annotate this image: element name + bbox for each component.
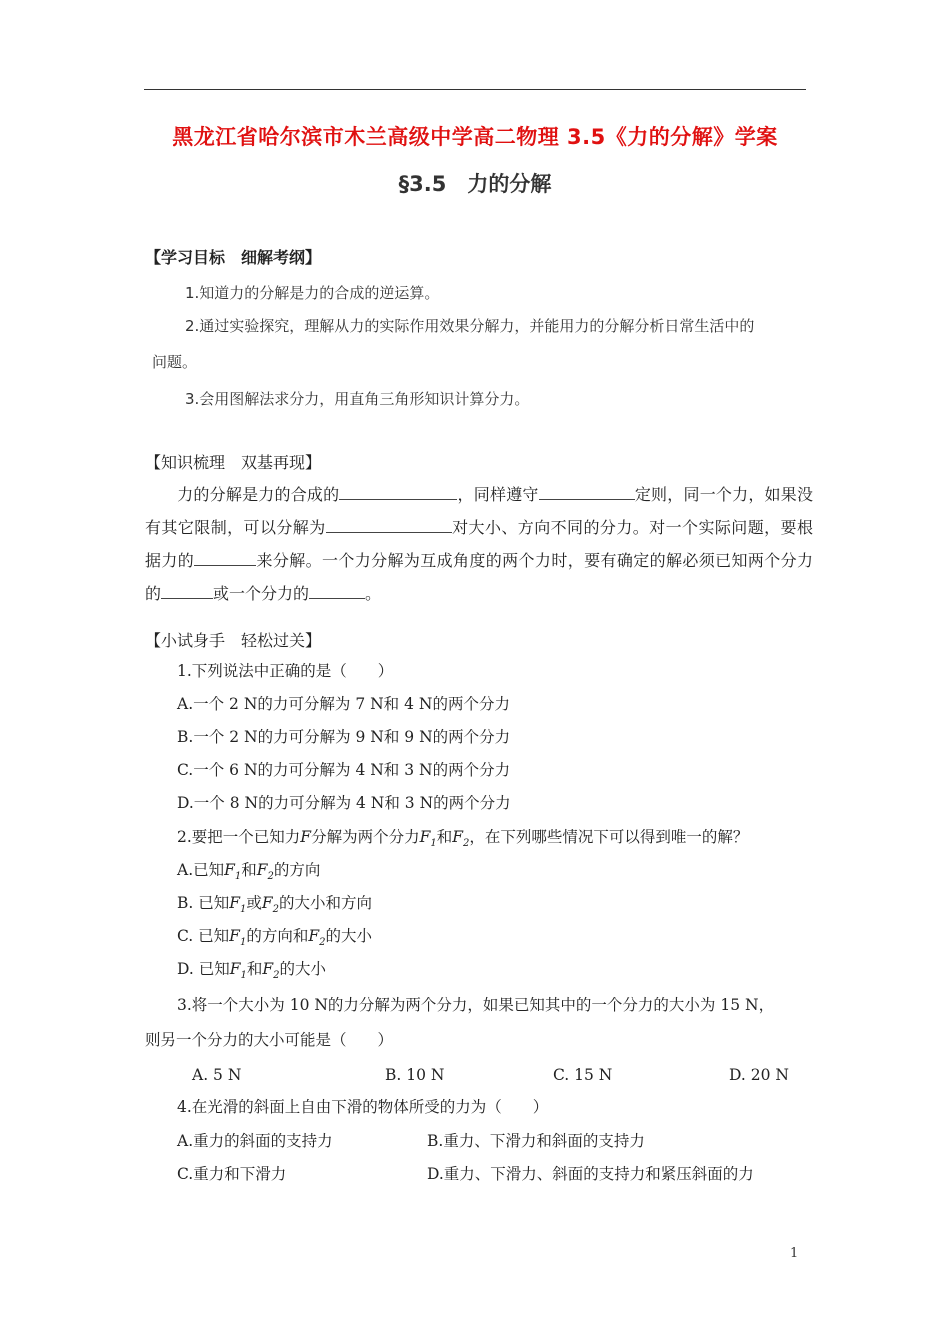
blank-3[interactable]: [326, 515, 452, 533]
header-rule: [144, 89, 806, 90]
goal-item-2-cont: 问题。: [152, 353, 198, 371]
q4-option-c: C.重力和下滑力: [177, 1165, 287, 1183]
q4-option-d: D.重力、下滑力、斜面的支持力和紧压斜面的力: [427, 1165, 754, 1183]
blank-1[interactable]: [339, 482, 457, 500]
q2-stem: 2.要把一个已知力F分解为两个分力$F_1$和$F_2$，在下列哪些情况下可以得到唯一的解？: [177, 828, 749, 850]
blank-6[interactable]: [309, 581, 365, 599]
knowledge-heading: 【知识梳理 双基再现】: [145, 453, 322, 472]
document-title: 黑龙江省哈尔滨市木兰高级中学高二物理 3.5《力的分解》学案: [172, 125, 778, 149]
q3-stem-line-2: 则另一个分力的大小可能是（ ）: [145, 1031, 394, 1049]
q1-stem: 1.下列说法中正确的是（ ）: [177, 662, 394, 680]
q2-option-b: B. 已知$F_1$或$F_2$的大小和方向: [177, 894, 373, 916]
q1-option-a: A.一个 2 N的力可分解为 7 N和 4 N的两个分力: [177, 695, 510, 713]
q3-option-b: B. 10 N: [385, 1066, 445, 1084]
quiz-heading: 【小试身手 轻松过关】: [145, 631, 322, 650]
goal-item-1: 1.知道力的分解是力的合成的逆运算。: [185, 284, 440, 302]
q1-option-b: B.一个 2 N的力可分解为 9 N和 9 N的两个分力: [177, 728, 511, 746]
goal-item-3: 3.会用图解法求分力，用直角三角形知识计算分力。: [185, 390, 530, 408]
q1-option-d: D.一个 8 N的力可分解为 4 N和 3 N的两个分力: [177, 794, 511, 812]
q3-option-a: A. 5 N: [192, 1066, 242, 1084]
q2-option-c: C. 已知$F_1$的方向和$F_2$的大小: [177, 927, 372, 949]
goal-item-2: 2.通过实验探究，理解从力的实际作用效果分解力，并能用力的分解分析日常生活中的: [185, 317, 755, 335]
page-number: 1: [790, 1246, 799, 1261]
q4-option-b: B.重力、下滑力和斜面的支持力: [427, 1132, 645, 1150]
q2-option-a: A.已知$F_1$和$F_2$的方向: [177, 861, 321, 883]
q3-option-d: D. 20 N: [729, 1066, 789, 1084]
blank-4[interactable]: [194, 548, 256, 566]
goals-heading: 【学习目标 细解考纲】: [145, 248, 322, 267]
q4-option-a: A.重力的斜面的支持力: [177, 1132, 333, 1150]
q1-option-c: C.一个 6 N的力可分解为 4 N和 3 N的两个分力: [177, 761, 511, 779]
section-title: §3.5 力的分解: [398, 172, 552, 196]
q3-stem-line-1: 3.将一个大小为 10 N的力分解为两个分力，如果已知其中的一个分力的大小为 15 N，: [177, 996, 775, 1014]
blank-2[interactable]: [539, 482, 635, 500]
q3-option-c: C. 15 N: [553, 1066, 613, 1084]
knowledge-paragraph: 力的分解是力的合成的 ，同样遵守 定则，同一个力，如果没有其它限制，可以分解为 对大小、方向不同的分力。对一个实际问题，要根据力的 来分解。一个力分解为互成角度的两个力时，要有确定的解必须已知两个分力的 或一个分力的 。: [145, 478, 813, 610]
q2-option-d: D. 已知$F_1$和$F_2$的大小: [177, 960, 327, 982]
q4-stem: 4.在光滑的斜面上自由下滑的物体所受的力为（ ）: [177, 1098, 549, 1116]
blank-5[interactable]: [161, 581, 213, 599]
